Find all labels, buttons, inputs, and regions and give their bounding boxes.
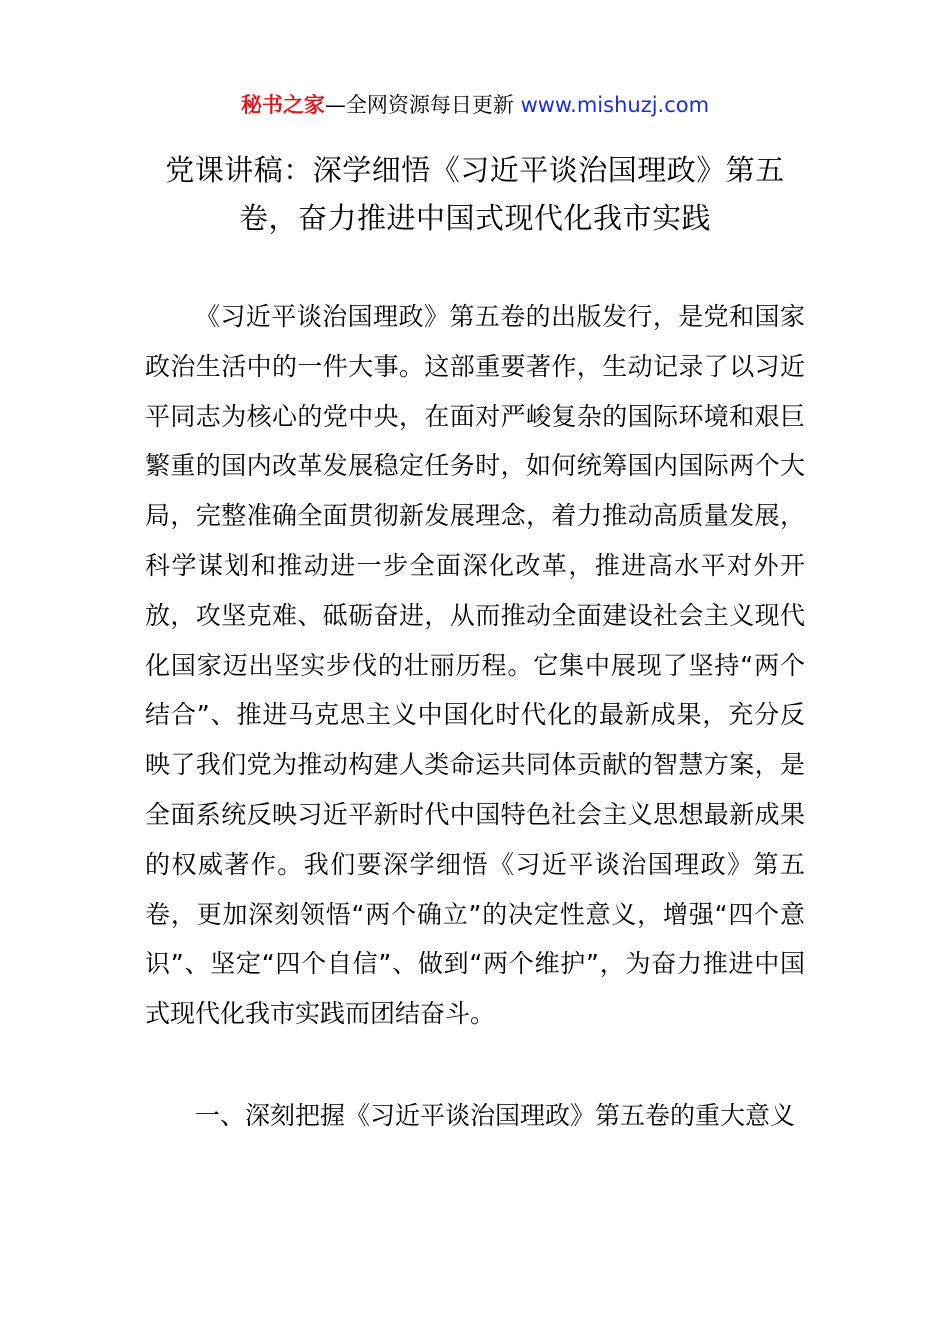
site-tagline: —全网资源每日更新 <box>324 93 521 117</box>
document-title: 党课讲稿：深学细悟《习近平谈治国理政》第五卷，奋力推进中国式现代化我市实践 <box>165 153 785 235</box>
site-header <box>0 88 950 122</box>
section-heading-1: 一、深刻把握《习近平谈治国理政》第五卷的重大意义 <box>195 1101 796 1130</box>
site-brand: 秘书之家 <box>240 93 325 117</box>
site-url-link[interactable]: www.mishuzj.com <box>520 93 710 117</box>
intro-paragraph: 《习近平谈治国理政》第五卷的出版发行，是党和国家政治生活中的一件大事。这部重要著作，生动记录了以习近平同志为核心的党中央，在面对严峻复杂的国际环境和艰巨繁重的国内改革发展稳定任务时，如何统筹国内国际两个大局，完整准确全面贯彻新发展理念，着力推动高质量发展，科学谋划和推动进一步全面深化改革，推进高水平对外开放，攻坚克难、砥砺奋进，从而推动全面建设社会主义现代化国家迈出坚实步伐的壮丽历程。它集中展现了坚持“两个结合”、推进马克思主义中国化时代化的最新成果，充分反映了我们党为推动构建人类命运共同体贡献的智慧方案，是全面系统反映习近平新时代中国特色社会主义思想最新成果的权威著作。我们要深学细悟《习近平谈治国理政》第五卷，更加深刻领悟“两个确立”的决定性意义，增强“四个意识”、坚定“四个自信”、做到“两个维护”，为奋力推进中国式现代化我市实践而团结奋斗。 <box>145 302 805 1029</box>
